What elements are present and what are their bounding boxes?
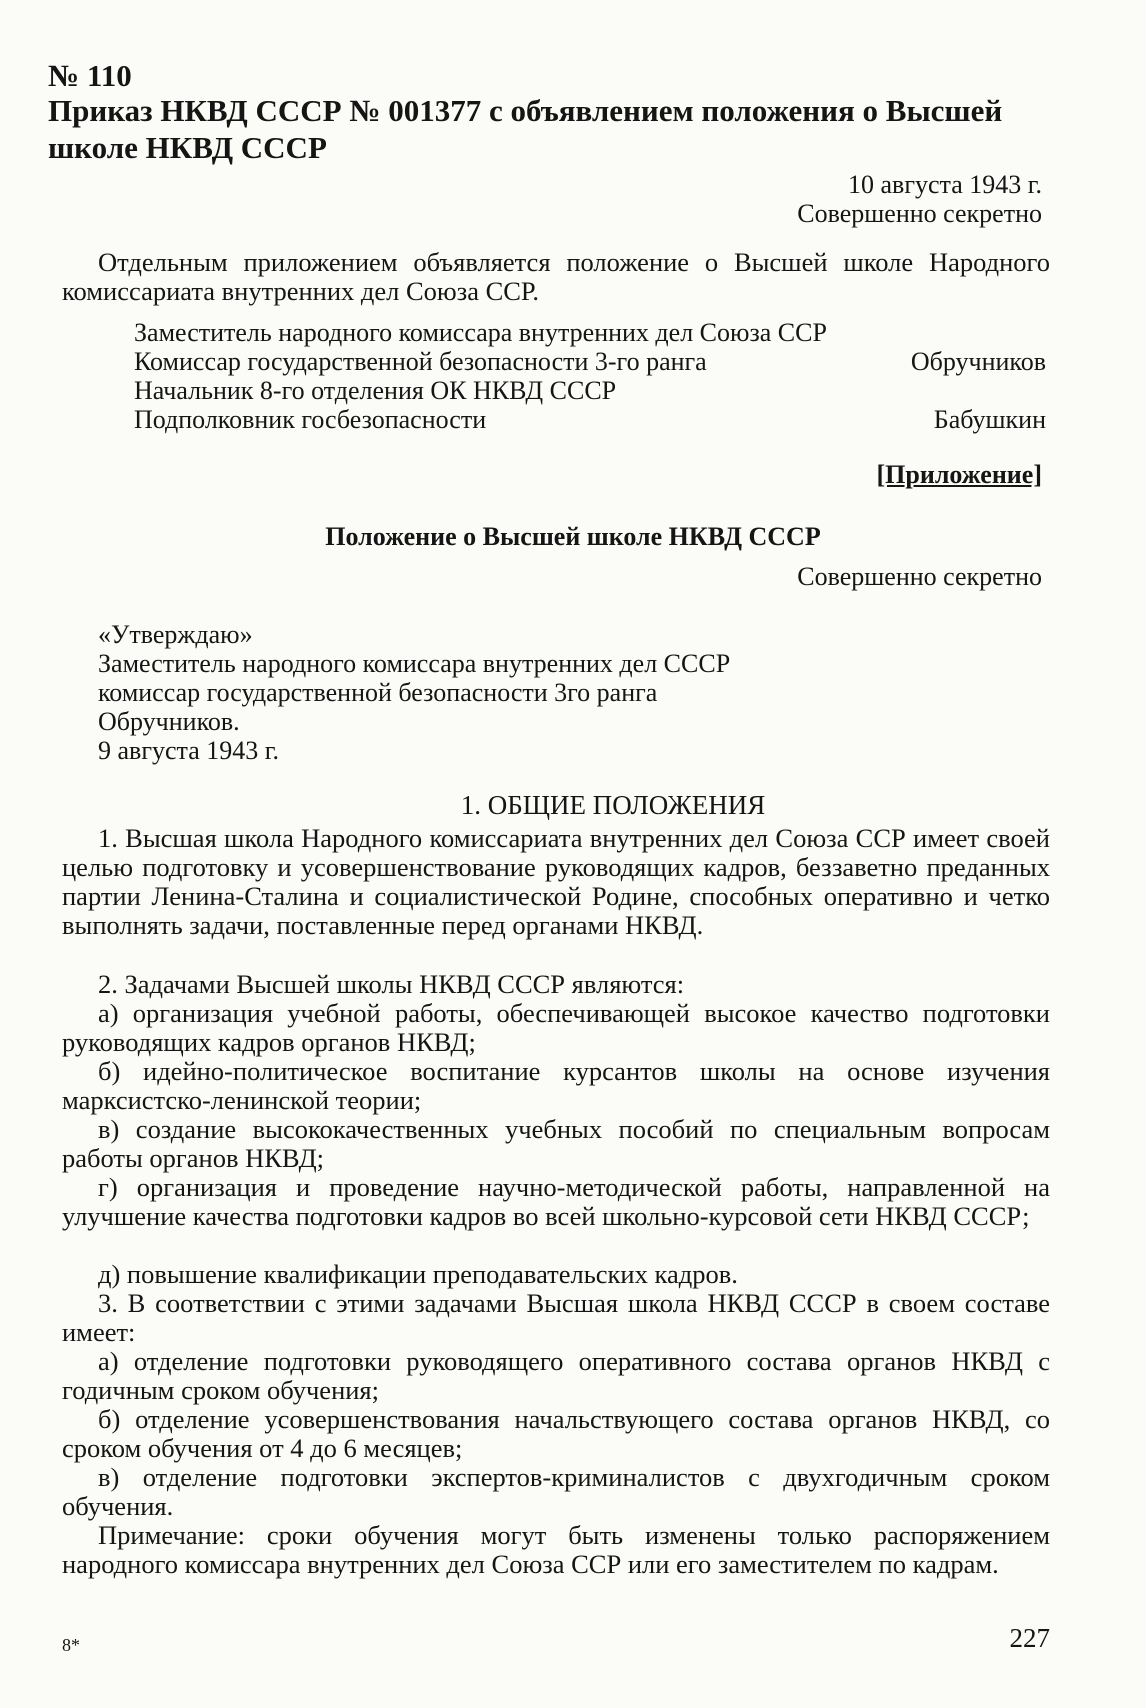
signature-mark: 8* (62, 1635, 80, 1655)
signature-row (134, 318, 1046, 347)
signature-position: Комиссар государственной безопасности 3-го ранга (134, 347, 707, 376)
appendix-classification: Совершенно секретно (797, 562, 1042, 591)
paragraph-1: 1. Высшая школа Народного комиссариата внутренних дел Союза ССР имеет своей целью подготовку и усовершенствование руководящих кадров, беззаветно преданных партии Ленина-Сталина и социалистической Родине, способных оперативно и четко выполнять задачи, поставленные перед органами НКВД. (62, 823, 1050, 940)
approval-line: комиссар государственной безопасности 3го ранга (98, 678, 658, 707)
signature-position: Заместитель народного комиссара внутренних дел Союза ССР (134, 318, 827, 347)
list-item-2d: г) организация и проведение научно-методической работы, направленной на улучшение качества подготовки кадров во всей школьно-курсовой сети НКВД СССР; (62, 1172, 1050, 1231)
note-paragraph: Примечание: сроки обучения могут быть изменены только распоряжением народного комиссара внутренних дел Союза ССР или его заместителем по кадрам. (62, 1520, 1050, 1579)
page-number: 227 (1009, 1623, 1050, 1653)
approval-line: «Утверждаю» (98, 620, 253, 649)
list-item-2c: в) создание высококачественных учебных пособий по специальным вопросам работы органов НКВД; (62, 1114, 1050, 1173)
intro-paragraph: Отдельным приложением объявляется положение о Высшей школе Народного комиссариата внутренних дел Союза ССР. (62, 247, 1050, 306)
list-item-2a: а) организация учебной работы, обеспечивающей высокое качество подготовки руководящих кадров органов НКВД; (62, 998, 1050, 1057)
signature-row (134, 376, 1046, 405)
paragraph-3: 3. В соответствии с этими задачами Высшая школа НКВД СССР в своем составе имеет: (62, 1288, 1050, 1347)
approval-line: Обручников. (98, 707, 240, 736)
appendix-title: Положение о Высшей школе НКВД СССР (325, 522, 821, 551)
appendix-label: [Приложение] (876, 460, 1042, 489)
signature-name: Обручников (910, 347, 1046, 376)
approval-date: 9 августа 1943 г. (98, 736, 279, 765)
approval-block (98, 620, 730, 765)
order-date: 10 августа 1943 г. (848, 170, 1042, 199)
signature-row (134, 347, 1046, 376)
document-number: № 110 (48, 58, 132, 93)
paragraph-2: 2. Задачами Высшей школы НКВД СССР являются: (98, 969, 685, 999)
signature-row (134, 405, 1046, 434)
signature-name: Бабушкин (933, 405, 1046, 434)
signature-block (134, 318, 1046, 434)
section-heading: 1. ОБЩИЕ ПОЛОЖЕНИЯ (460, 790, 766, 820)
approval-line: Заместитель народного комиссара внутренних дел СССР (98, 649, 731, 678)
signature-position: Начальник 8-го отделения ОК НКВД СССР (134, 376, 617, 405)
classification-label: Совершенно секретно (797, 199, 1042, 228)
document-title: Приказ НКВД СССР № 001377 с объявлением положения о Высшей школе НКВД СССР (48, 93, 1003, 165)
list-item-3a: а) отделение подготовки руководящего оперативного состава органов НКВД с годичным сроком обучения; (62, 1346, 1050, 1405)
list-item-3b: б) отделение усовершенствования начальствующего состава органов НКВД, со сроком обучения от 4 до 6 месяцев; (62, 1404, 1050, 1463)
signature-position: Подполковник госбезопасности (134, 405, 487, 434)
list-item-2b: б) идейно-политическое воспитание курсантов школы на основе изучения марксистско-ленинской теории; (62, 1056, 1050, 1115)
list-item-3c: в) отделение подготовки экспертов-криминалистов с двухгодичным сроком обучения. (62, 1462, 1050, 1521)
list-item-2e: д) повышение квалификации преподавательских кадров. (98, 1259, 738, 1289)
